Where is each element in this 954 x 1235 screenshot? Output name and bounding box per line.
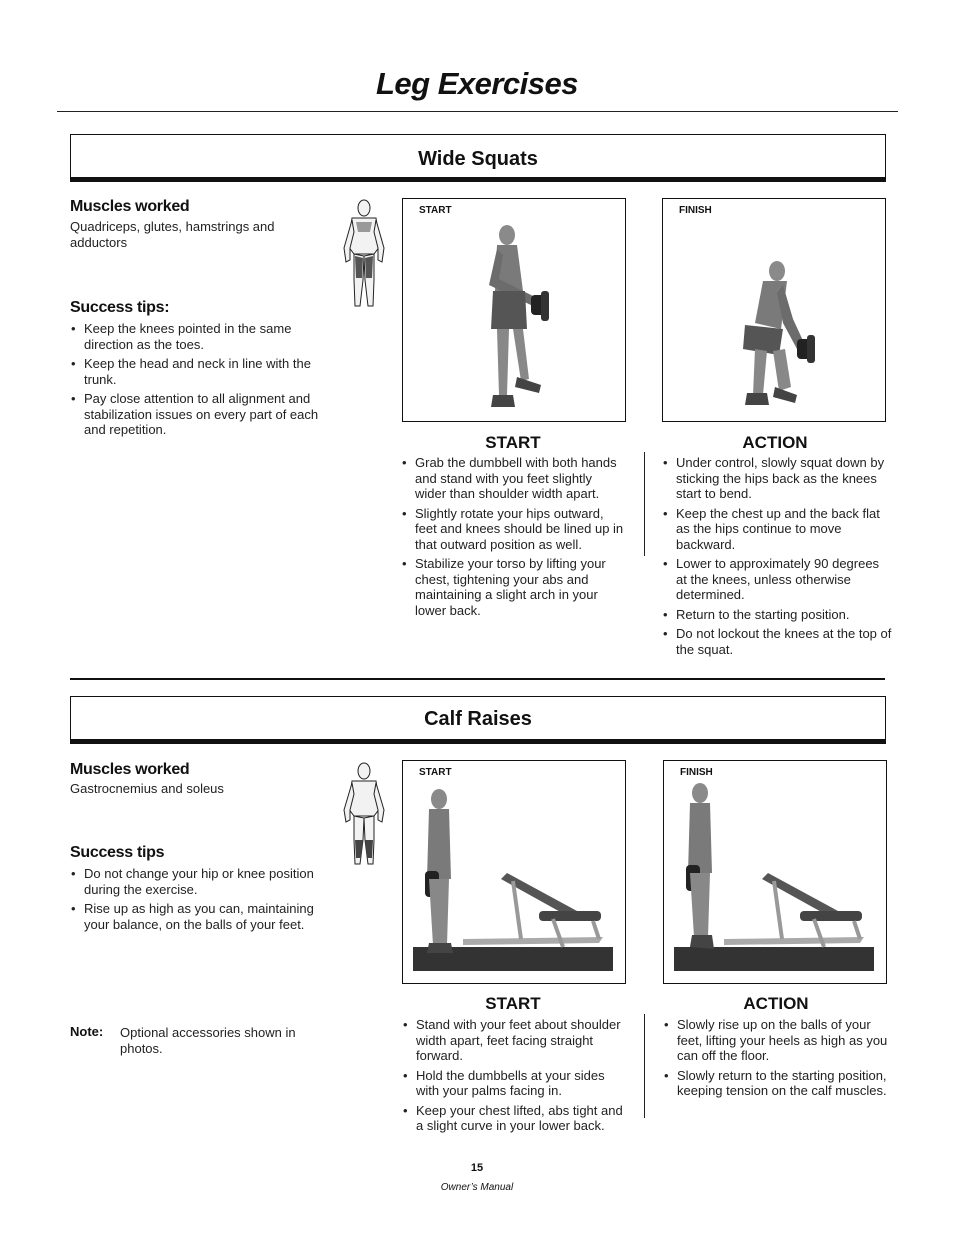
page-title: Leg Exercises bbox=[375, 66, 579, 101]
start-heading: START bbox=[485, 994, 541, 1013]
action-steps-list bbox=[663, 1017, 888, 1103]
photo-label: START bbox=[419, 205, 452, 216]
photo-start-squat bbox=[402, 198, 626, 422]
calf-start-image bbox=[403, 761, 625, 983]
list-item: • Grab the dumbbell with both hands and stand with you feet slightly wider than shoulder width apart. bbox=[401, 455, 626, 502]
photo-label: FINISH bbox=[679, 205, 712, 216]
photo-label: FINISH bbox=[680, 767, 713, 778]
success-tips-heading: Success tips: bbox=[70, 299, 170, 316]
action-heading: ACTION bbox=[743, 994, 809, 1013]
photo-label: START bbox=[419, 767, 452, 778]
list-item: • Stabilize your torso by lifting your chest, tightening your abs and maintaining a slight arch in your lower back. bbox=[401, 556, 626, 618]
photo-finish-calf bbox=[663, 760, 887, 984]
muscles-worked-heading: Muscles worked bbox=[70, 198, 190, 215]
success-tips-heading: Success tips bbox=[70, 844, 165, 861]
section-header-calf-raises bbox=[70, 696, 886, 744]
section-title: Wide Squats bbox=[418, 148, 538, 170]
muscles-worked-text: Quadriceps, glutes, hamstrings and adductors bbox=[70, 219, 275, 250]
section-title: Calf Raises bbox=[424, 708, 532, 730]
list-item: • Return to the starting position. bbox=[662, 607, 892, 623]
muscle-diagram-icon bbox=[336, 198, 392, 310]
column-divider bbox=[644, 452, 645, 556]
list-item: • Under control, slowly squat down by sticking the hips back as the knees start to bend. bbox=[662, 455, 892, 502]
start-heading: START bbox=[485, 433, 541, 452]
list-item: • Slowly rise up on the balls of your feet, lifting your heels as high as you can off the floor. bbox=[663, 1017, 888, 1064]
muscles-worked-heading: Muscles worked bbox=[70, 761, 190, 778]
success-tips-list bbox=[70, 321, 320, 442]
start-steps-list bbox=[402, 1017, 627, 1138]
list-item: • Lower to approximately 90 degrees at the knees, unless otherwise determined. bbox=[662, 556, 892, 603]
list-item: • Stand with your feet about shoulder width apart, feet facing straight forward. bbox=[402, 1017, 627, 1064]
list-item: • Keep the head and neck in line with the trunk. bbox=[70, 356, 320, 387]
list-item: • Hold the dumbbells at your sides with your palms facing in. bbox=[402, 1068, 627, 1099]
list-item: • Pay close attention to all alignment and stabilization issues on every part of each and repetition. bbox=[70, 391, 320, 438]
column-divider bbox=[644, 1014, 645, 1118]
photo-finish-squat bbox=[662, 198, 886, 422]
list-item: • Keep the knees pointed in the same direction as the toes. bbox=[70, 321, 320, 352]
note-text: Optional accessories shown in photos. bbox=[120, 1025, 296, 1056]
list-item: • Do not change your hip or knee position during the exercise. bbox=[70, 866, 320, 897]
section-separator bbox=[70, 678, 885, 680]
note-label: Note: bbox=[70, 1024, 104, 1039]
title-divider bbox=[57, 111, 898, 112]
list-item: • Do not lockout the knees at the top of the squat. bbox=[662, 626, 892, 657]
list-item: • Slowly return to the starting position, keeping tension on the calf muscles. bbox=[663, 1068, 888, 1099]
standing-figure-image bbox=[403, 199, 625, 421]
list-item: • Rise up as high as you can, maintaining your balance, on the balls of your feet. bbox=[70, 901, 320, 932]
success-tips-list bbox=[70, 866, 320, 936]
section-header-wide-squats bbox=[70, 134, 886, 182]
photo-start-calf bbox=[402, 760, 626, 984]
action-heading: ACTION bbox=[742, 433, 808, 452]
page-number: 15 bbox=[470, 1162, 484, 1174]
footer-subtitle: Owner’s Manual bbox=[440, 1182, 514, 1193]
calf-finish-image bbox=[664, 761, 886, 983]
list-item: • Keep your chest lifted, abs tight and a slight curve in your lower back. bbox=[402, 1103, 627, 1134]
action-steps-list bbox=[662, 455, 892, 661]
muscle-diagram-back-icon bbox=[336, 762, 392, 868]
squatting-figure-image bbox=[663, 199, 885, 421]
muscles-worked-text: Gastrocnemius and soleus bbox=[70, 781, 224, 796]
list-item: • Keep the chest up and the back flat as the hips continue to move backward. bbox=[662, 506, 892, 553]
list-item: • Slightly rotate your hips outward, feet and knees should be lined up in that outward position as well. bbox=[401, 506, 626, 553]
start-steps-list bbox=[401, 455, 626, 622]
